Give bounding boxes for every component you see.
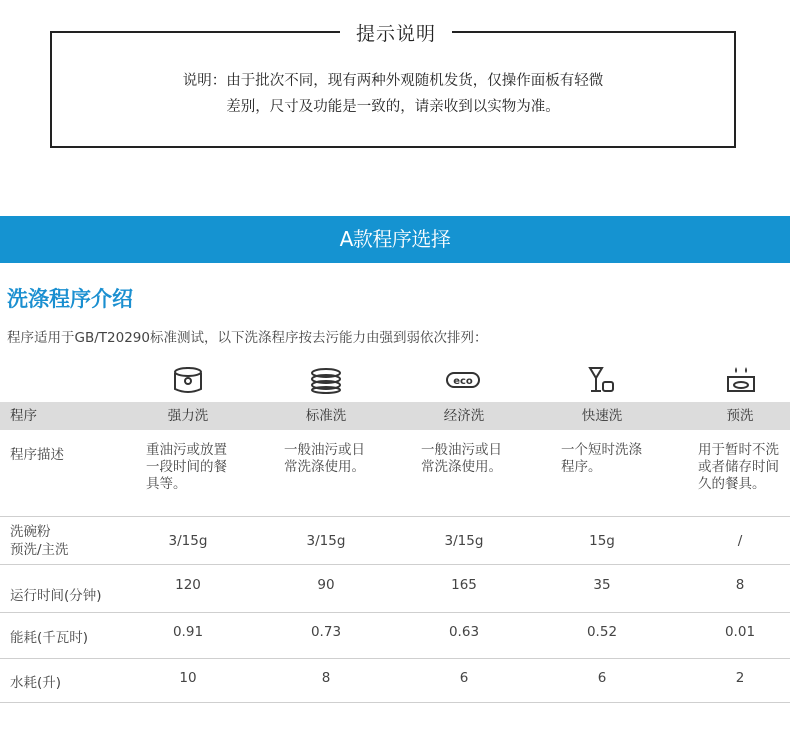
desc-line: 一般油污或日: [284, 442, 365, 458]
table-header-row: [0, 402, 790, 430]
pot-icon: [171, 365, 205, 395]
desc-line: 重油污或放置: [146, 442, 227, 458]
row-label-line: 预洗/主洗: [10, 542, 69, 558]
water-intensive: 10: [179, 670, 197, 686]
desc-quick: [561, 442, 642, 476]
water-quick: 6: [597, 670, 607, 686]
row-divider: [0, 564, 790, 565]
runtime-quick: 35: [593, 577, 611, 593]
row-label-detergent: [10, 523, 69, 559]
detergent-normal: 3/15g: [306, 533, 346, 549]
row-label-runtime: 运行时间(分钟): [10, 588, 102, 604]
desc-line: 用于暂时不洗: [698, 442, 779, 458]
glass-icon: [585, 365, 619, 395]
detergent-prewash: /: [737, 533, 743, 549]
notice-border-left: [50, 31, 340, 33]
desc-intensive: [146, 442, 227, 493]
runtime-intensive: 120: [175, 577, 201, 593]
svg-text:eco: eco: [453, 376, 473, 387]
desc-line: 久的餐具。: [698, 476, 766, 492]
row-label-energy: 能耗(千瓦时): [10, 630, 89, 646]
header-normal: 标准洗: [305, 408, 347, 424]
notice-border-right: [452, 31, 736, 33]
notice-text: [60, 68, 726, 120]
detergent-intensive: 3/15g: [168, 533, 208, 549]
row-divider: [0, 516, 790, 517]
desc-line: 常洗涤使用。: [421, 459, 502, 475]
water-normal: 8: [321, 670, 331, 686]
desc-prewash: [698, 442, 779, 493]
row-label-water: 水耗(升): [10, 675, 62, 691]
header-quick: 快速洗: [581, 408, 623, 424]
header-eco: 经济洗: [443, 408, 485, 424]
desc-eco: [421, 442, 502, 476]
detergent-quick: 15g: [589, 533, 615, 549]
desc-line: 具等。: [146, 476, 187, 492]
prewash-icon: [724, 365, 758, 395]
runtime-prewash: 8: [735, 577, 745, 593]
desc-line: 程序。: [561, 459, 602, 475]
eco-icon: [446, 365, 480, 395]
desc-normal: [284, 442, 365, 476]
row-divider: [0, 658, 790, 659]
detergent-eco: 3/15g: [444, 533, 484, 549]
row-divider: [0, 702, 790, 703]
notice-line-2: 差别，尺寸及功能是一致的，请亲收到以实物为准。: [226, 99, 560, 115]
header-intensive: 强力洗: [167, 408, 209, 424]
row-divider: [0, 612, 790, 613]
desc-line: 一段时间的餐: [146, 459, 227, 475]
notice-title: 提示说明: [355, 23, 436, 45]
energy-prewash: 0.01: [724, 624, 756, 640]
runtime-eco: 165: [451, 577, 477, 593]
section-intro: 程序适用于GB/T20290标准测试，以下洗涤程序按去污能力由强到弱依次排列：: [7, 330, 488, 346]
energy-quick: 0.52: [586, 624, 618, 640]
notice-line-1: 说明：由于批次不同，现有两种外观随机发货，仅操作面板有轻微: [182, 73, 604, 89]
desc-line: 或者储存时间: [698, 459, 779, 475]
water-prewash: 2: [735, 670, 745, 686]
desc-line: 一个短时洗涤: [561, 442, 642, 458]
row-label-line: 洗碗粉: [10, 524, 51, 540]
row-label-description: 程序描述: [10, 447, 64, 463]
section-title: 洗涤程序介绍: [7, 287, 133, 311]
program-banner: A款程序选择: [0, 216, 790, 263]
energy-eco: 0.63: [448, 624, 480, 640]
desc-line: 常洗涤使用。: [284, 459, 365, 475]
energy-normal: 0.73: [310, 624, 342, 640]
desc-line: 一般油污或日: [421, 442, 502, 458]
water-eco: 6: [459, 670, 469, 686]
runtime-normal: 90: [317, 577, 335, 593]
header-program: 程序: [10, 408, 37, 424]
plates-stack-icon: [309, 365, 343, 395]
energy-intensive: 0.91: [172, 624, 204, 640]
header-prewash: 预洗: [726, 408, 754, 424]
